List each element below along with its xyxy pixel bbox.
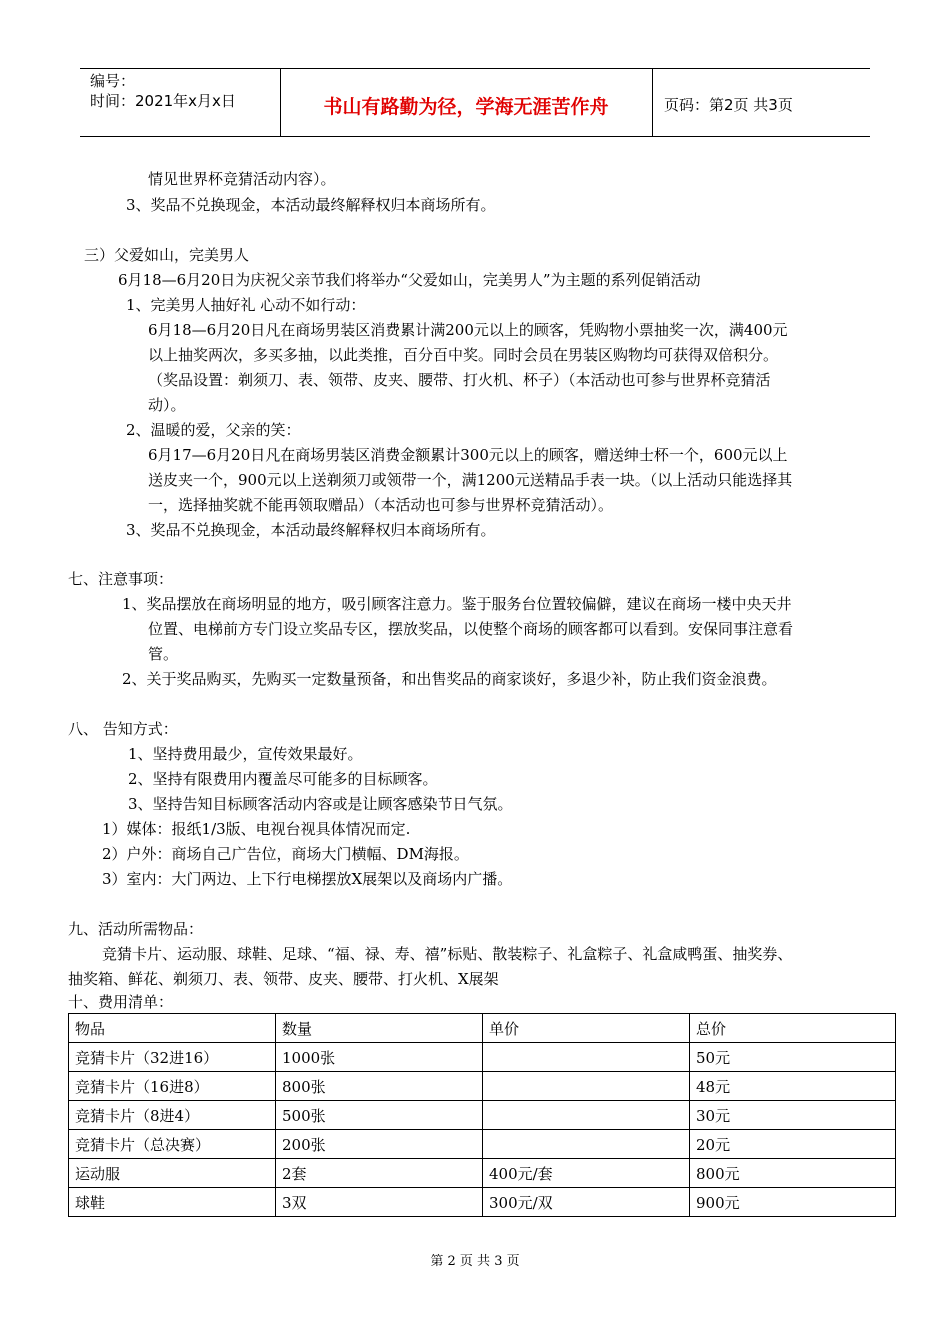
header-divider-right [652, 68, 653, 136]
body-line: 一，选择抽奖就不能再领取赠品）（本活动也可参与世界杯竞猜活动）。 [148, 496, 614, 514]
table-cell [483, 1072, 690, 1101]
body-line: 1、坚持费用最少，宣传效果最好。 [128, 745, 363, 763]
table-row [69, 1130, 896, 1159]
table-cell: 竞猜卡片（8进4） [69, 1101, 276, 1130]
body-line: 3）室内：大门两边、上下行电梯摆放X展架以及商场内广播。 [102, 870, 513, 888]
table-cell: 球鞋 [69, 1188, 276, 1217]
header-meta [90, 71, 236, 111]
body-line: 情见世界杯竞猜活动内容）。 [148, 170, 336, 188]
page-footer: 第 2 页 共 3 页 [430, 1254, 520, 1269]
table-row [69, 1072, 896, 1101]
table-cell [483, 1043, 690, 1072]
table-header-cell: 单价 [483, 1014, 690, 1043]
body-line: 1、奖品摆放在商场明显的地方，吸引顾客注意力。鉴于服务台位置较偏僻，建议在商场一楼中央天井 [122, 595, 792, 613]
table-cell: 400元/套 [483, 1159, 690, 1188]
table-row [69, 1043, 896, 1072]
table-cell: 竞猜卡片（32进16） [69, 1043, 276, 1072]
body-line: （奖品设置：剃须刀、表、领带、皮夹、腰带、打火机、杯子）（本活动也可参与世界杯竞猜活 [148, 371, 771, 389]
body-line: 2）户外：商场自己广告位，商场大门横幅、DM海报。 [102, 845, 469, 863]
body-line: 2、坚持有限费用内覆盖尽可能多的目标顾客。 [128, 770, 438, 788]
body-line: 动）。 [148, 396, 186, 414]
section-heading: 八、 告知方式： [68, 720, 178, 738]
table-cell: 竞猜卡片（16进8） [69, 1072, 276, 1101]
table-cell: 50元 [690, 1043, 896, 1072]
body-line: 位置、电梯前方专门设立奖品专区，摆放奖品，以使整个商场的顾客都可以看到。安保同事注意看 [148, 620, 794, 638]
section-heading: 十、费用清单： [68, 993, 174, 1011]
section-heading: 三）父爱如山，完美男人 [84, 246, 250, 264]
body-line: 2、关于奖品购买，先购买一定数量预备，和出售奖品的商家谈好，多退少补，防止我们资金浪费。 [122, 670, 777, 688]
body-line: 2、温暖的爱，父亲的笑： [126, 421, 301, 439]
body-line: 1、完美男人抽好礼 心动不如行动： [126, 296, 366, 314]
table-cell: 800元 [690, 1159, 896, 1188]
body-line: 3、奖品不兑换现金，本活动最终解释权归本商场所有。 [126, 521, 496, 539]
table-cell: 20元 [690, 1130, 896, 1159]
table-header-cell: 物品 [69, 1014, 276, 1043]
table-cell [483, 1101, 690, 1130]
table-cell: 1000张 [276, 1043, 483, 1072]
table-cell: 500张 [276, 1101, 483, 1130]
body-line: 6月18—6月20日为庆祝父亲节我们将举办“父爱如山，完美男人”为主题的系列促销活动 [118, 271, 701, 289]
body-line: 抽奖箱、鲜花、剃须刀、表、领带、皮夹、腰带、打火机、X展架 [68, 970, 499, 988]
table-cell: 2套 [276, 1159, 483, 1188]
body-line: 6月17—6月20日凡在商场男装区消费金额累计300元以上的顾客，赠送绅士杯一个，600元以上 [148, 446, 788, 464]
table-row [69, 1188, 896, 1217]
section-heading: 九、活动所需物品： [68, 920, 204, 938]
table-header-cell: 总价 [690, 1014, 896, 1043]
body-line: 以上抽奖两次，多买多抽，以此类推，百分百中奖。同时会员在男装区购物均可获得双倍积分。 [148, 346, 779, 364]
section-heading: 七、注意事项： [68, 570, 174, 588]
body-line: 管。 [148, 645, 179, 663]
header-bottom-rule [80, 136, 870, 137]
body-line: 6月18—6月20日凡在商场男装区消费累计满200元以上的顾客，凭购物小票抽奖一次，满400元 [148, 321, 788, 339]
header-motto: 书山有路勤为径，学海无涯苦作舟 [323, 96, 609, 118]
header-top-rule [80, 68, 870, 69]
table-header-cell: 数量 [276, 1014, 483, 1043]
table-header-row [69, 1014, 896, 1043]
table-cell: 300元/双 [483, 1188, 690, 1217]
table-cell: 900元 [690, 1188, 896, 1217]
table-cell: 48元 [690, 1072, 896, 1101]
table-cell [483, 1130, 690, 1159]
table-cell: 200张 [276, 1130, 483, 1159]
cost-table [68, 1013, 896, 1217]
table-cell: 3双 [276, 1188, 483, 1217]
table-row [69, 1101, 896, 1130]
body-line: 送皮夹一个，900元以上送剃须刀或领带一个，满1200元送精品手表一块。（以上活动只能选择其 [148, 471, 793, 489]
body-line: 3、坚持告知目标顾客活动内容或是让顾客感染节日气氛。 [128, 795, 513, 813]
table-cell: 竞猜卡片（总决赛） [69, 1130, 276, 1159]
table-cell: 30元 [690, 1101, 896, 1130]
header-number: 编号： [90, 72, 136, 90]
body-line: 3、奖品不兑换现金，本活动最终解释权归本商场所有。 [126, 196, 496, 214]
table-cell: 运动服 [69, 1159, 276, 1188]
table-cell: 800张 [276, 1072, 483, 1101]
table-row [69, 1159, 896, 1188]
body-line: 竞猜卡片、运动服、球鞋、足球、“福、禄、寿、禧”标贴、散装粽子、礼盒粽子、礼盒咸鸭蛋、抽奖券、 [102, 945, 793, 963]
header-page-info: 页码：第2页 共3页 [664, 96, 793, 114]
body-line: 1）媒体：报纸1/3版、电视台视具体情况而定. [102, 820, 411, 838]
header-date: 时间：2021年x月x日 [90, 92, 236, 110]
